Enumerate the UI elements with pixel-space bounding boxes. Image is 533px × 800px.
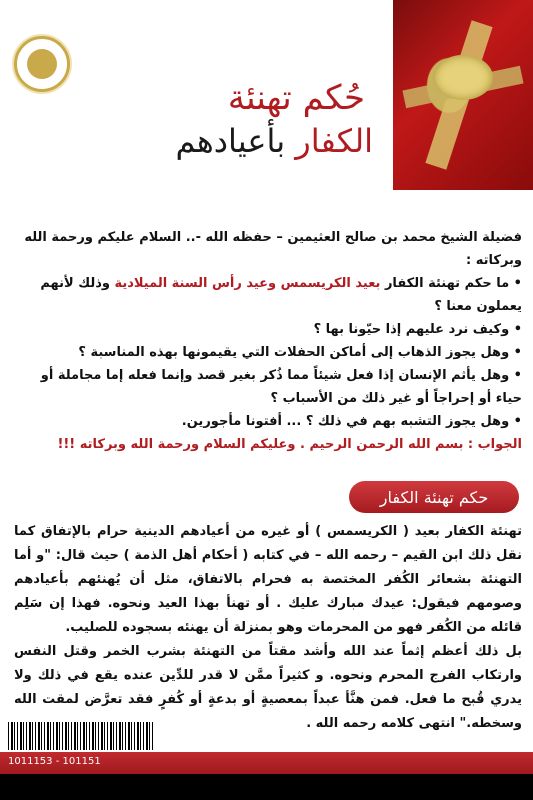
bottom-edge xyxy=(0,774,533,800)
question-1-highlight: بعيد الكريسمس وعيد رأس السنة الميلادية xyxy=(114,276,381,291)
title-line-2 xyxy=(176,122,373,160)
header xyxy=(0,0,533,195)
answer-line xyxy=(14,433,522,456)
question-1-start: • ما حكم تهنئة الكفار xyxy=(380,276,522,291)
question-1 xyxy=(14,272,522,318)
title-kuffar: الكفار xyxy=(295,122,373,160)
seal-inner xyxy=(27,49,57,79)
section-heading-button: حكم تهنئة الكفار xyxy=(349,481,519,513)
ruling-paragraph-1: تهنئة الكفار بعيد ( الكريسمس ) أو غيره من أعيادهم الدينية حرام بالإتفاق كما نقل ذلك ابن القيم – رحمه الله – في كتابه ( أحكام أهل الذمة ) حيث قال: "و أما التهنئة بشعائر الكُفر المختصة به فحرام بالاتفاق، مثل أن يُهنئهم بأعيادهم وصومهم فيقول: عيدك مبارك عليك . أو تهنأ بهذا العيد ونحوه. فهذا إن سَلِم قائله من الكُفر فهو من المحرمات وهو بمنزلة أن يهنئه بسجوده للصليب. xyxy=(14,524,522,635)
ruling-body xyxy=(14,520,522,736)
intro-text: فضيلة الشيخ محمد بن صالح العثيمين – حفظه الله -.. السلام عليكم ورحمة الله وبركاته : xyxy=(24,230,522,268)
question-body xyxy=(14,226,522,456)
title-line-1: حُكم تهنئة xyxy=(227,78,365,118)
answer-label: الجواب : xyxy=(467,437,522,452)
question-3: • وهل يجوز الذهاب إلى أماكن الحفلات التي يقيمونها بهذه المناسبة ؟ xyxy=(78,345,522,360)
gift-box-image xyxy=(393,0,533,190)
footer-bar xyxy=(0,752,533,774)
footer-code: 1011153 - 101151 xyxy=(8,756,101,767)
question-2: • وكيف نرد عليهم إذا حيّونا بها ؟ xyxy=(313,322,522,337)
title-eids: بأعيادهم xyxy=(175,122,296,160)
bow-icon xyxy=(433,55,493,100)
question-4: • وهل يأثم الإنسان إذا فعل شيئاً مما ذُكر بغير قصد وإنما فعله إما مجاملة أو حياء أو إحراجاً أو غير ذلك من الأسباب ؟ xyxy=(40,368,522,406)
question-5: • وهل يجوز التشبه بهم في ذلك ؟ ... أفتونا مأجورين. xyxy=(181,414,522,429)
barcode-icon xyxy=(8,722,153,750)
seal-logo-icon xyxy=(14,36,70,92)
answer-text: بسم الله الرحمن الرحيم . وعليكم السلام ورحمة الله وبركاته !!! xyxy=(57,437,468,452)
ruling-paragraph-2: بل ذلك أعظم إثماً عند الله وأشد مقتاً من التهنئة بشرب الخمر وقتل النفس وارتكاب الفرج المحرم ونحوه. و كثيراً ممَّن لا قدر للدِّين عنده يقع في ذلك ولا يدري قُبح ما فعل. فمن هنَّأ عبداً بمعصيةٍ أو بدعةٍ أو كُفرٍ فقد تعرَّض لمقت الله وسخطه." انتهى كلامه رحمه الله . xyxy=(14,644,522,731)
question-1-end: وذلك لأنهم يعملون معنا ؟ xyxy=(40,276,522,314)
